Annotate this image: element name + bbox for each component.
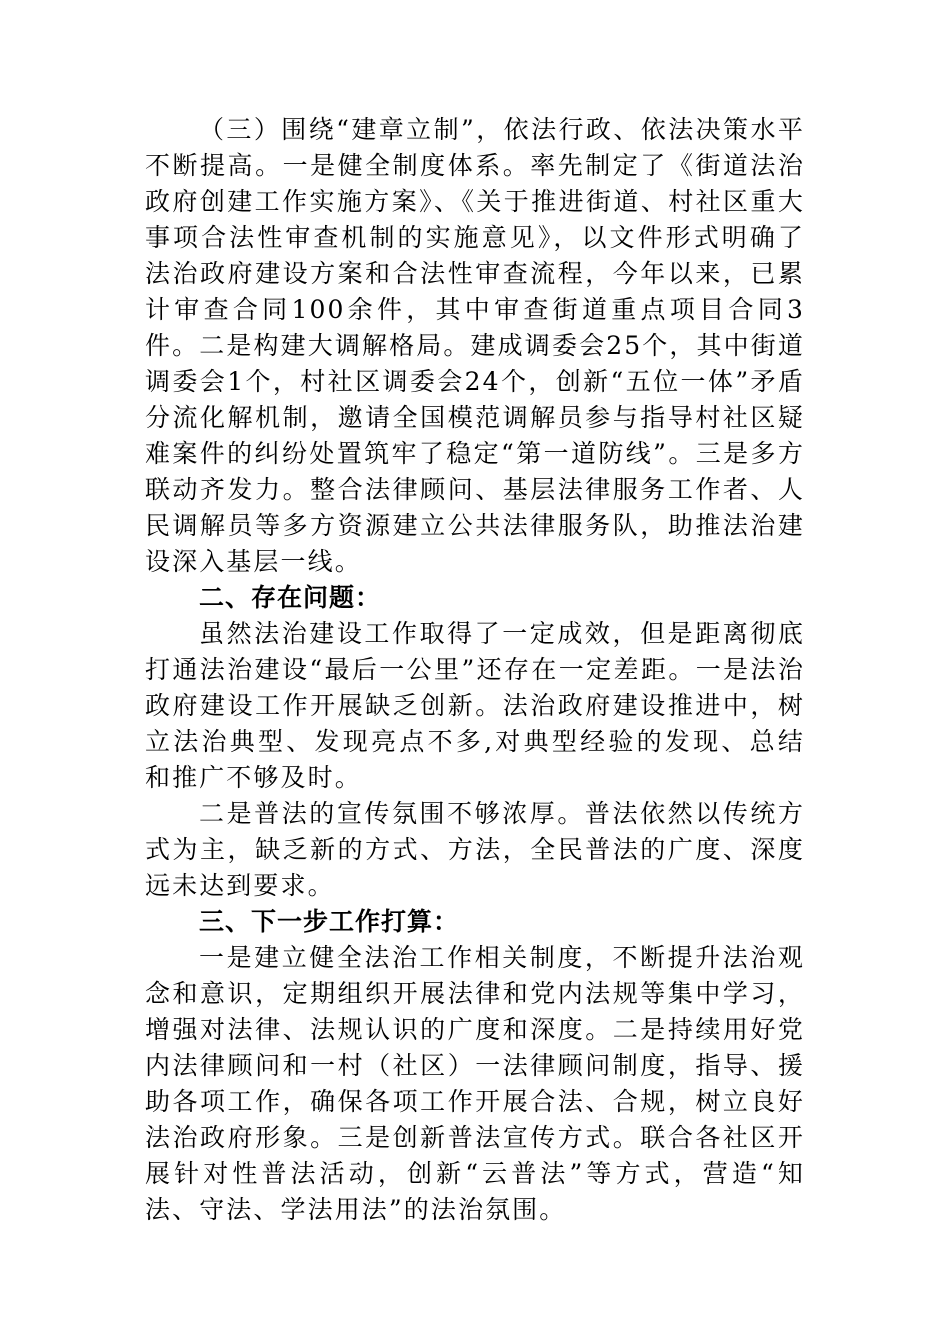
paragraph-rule-building: （三）围绕“建章立制”，依法行政、依法决策水平不断提高。一是健全制度体系。率先制定了《街道法治政府创建工作实施方案》、《关于推进街道、村社区重大事项合法性审查机制的实施意见》，以文件形式明确了法治政府建设方案和合法性审查流程，今年以来，已累计审查合同100余件，其中审查街道重点项目合同3件。二是构建大调解格局。建成调委会25个，其中街道调委会1个，村社区调委会24个，创新“五位一体”矛盾分流化解机制，邀请全国模范调解员参与指导村社区疑难案件的纠纷处置筑牢了稳定“第一道防线”。三是多方联动齐发力。整合法律顾问、基层法律服务工作者、人民调解员等多方资源建立公共法律服务队，助推法治建设深入基层一线。	[145, 115, 805, 576]
heading-next-steps: 三、下一步工作打算：	[199, 907, 460, 936]
document-body	[145, 112, 805, 1228]
paragraph-next-steps: 一是建立健全法治工作相关制度，不断提升法治观念和意识，定期组织开展法律和党内法规等集中学习，增强对法律、法规认识的广度和深度。二是持续用好党内法律顾问和一村（社区）一法律顾问制度，指导、援助各项工作，确保各项工作开展合法、合规，树立良好法治政府形象。三是创新普法宣传方式。联合各社区开展针对性普法活动，创新“云普法”等方式，营造“知法、守法、学法用法”的法治氛围。	[145, 943, 805, 1224]
heading-existing-problems: 二、存在问题：	[199, 583, 382, 612]
paragraph-problem-publicity: 二是普法的宣传氛围不够浓厚。普法依然以传统方式为主，缺乏新的方式、方法，全民普法的广度、深度远未达到要求。	[145, 799, 805, 900]
paragraph-problem-innovation: 虽然法治建设工作取得了一定成效，但是距离彻底打通法治建设“最后一公里”还存在一定差距。一是法治政府建设工作开展缺乏创新。法治政府建设推进中，树立法治典型、发现亮点不多,对典型经验的发现、总结和推广不够及时。	[145, 619, 805, 792]
